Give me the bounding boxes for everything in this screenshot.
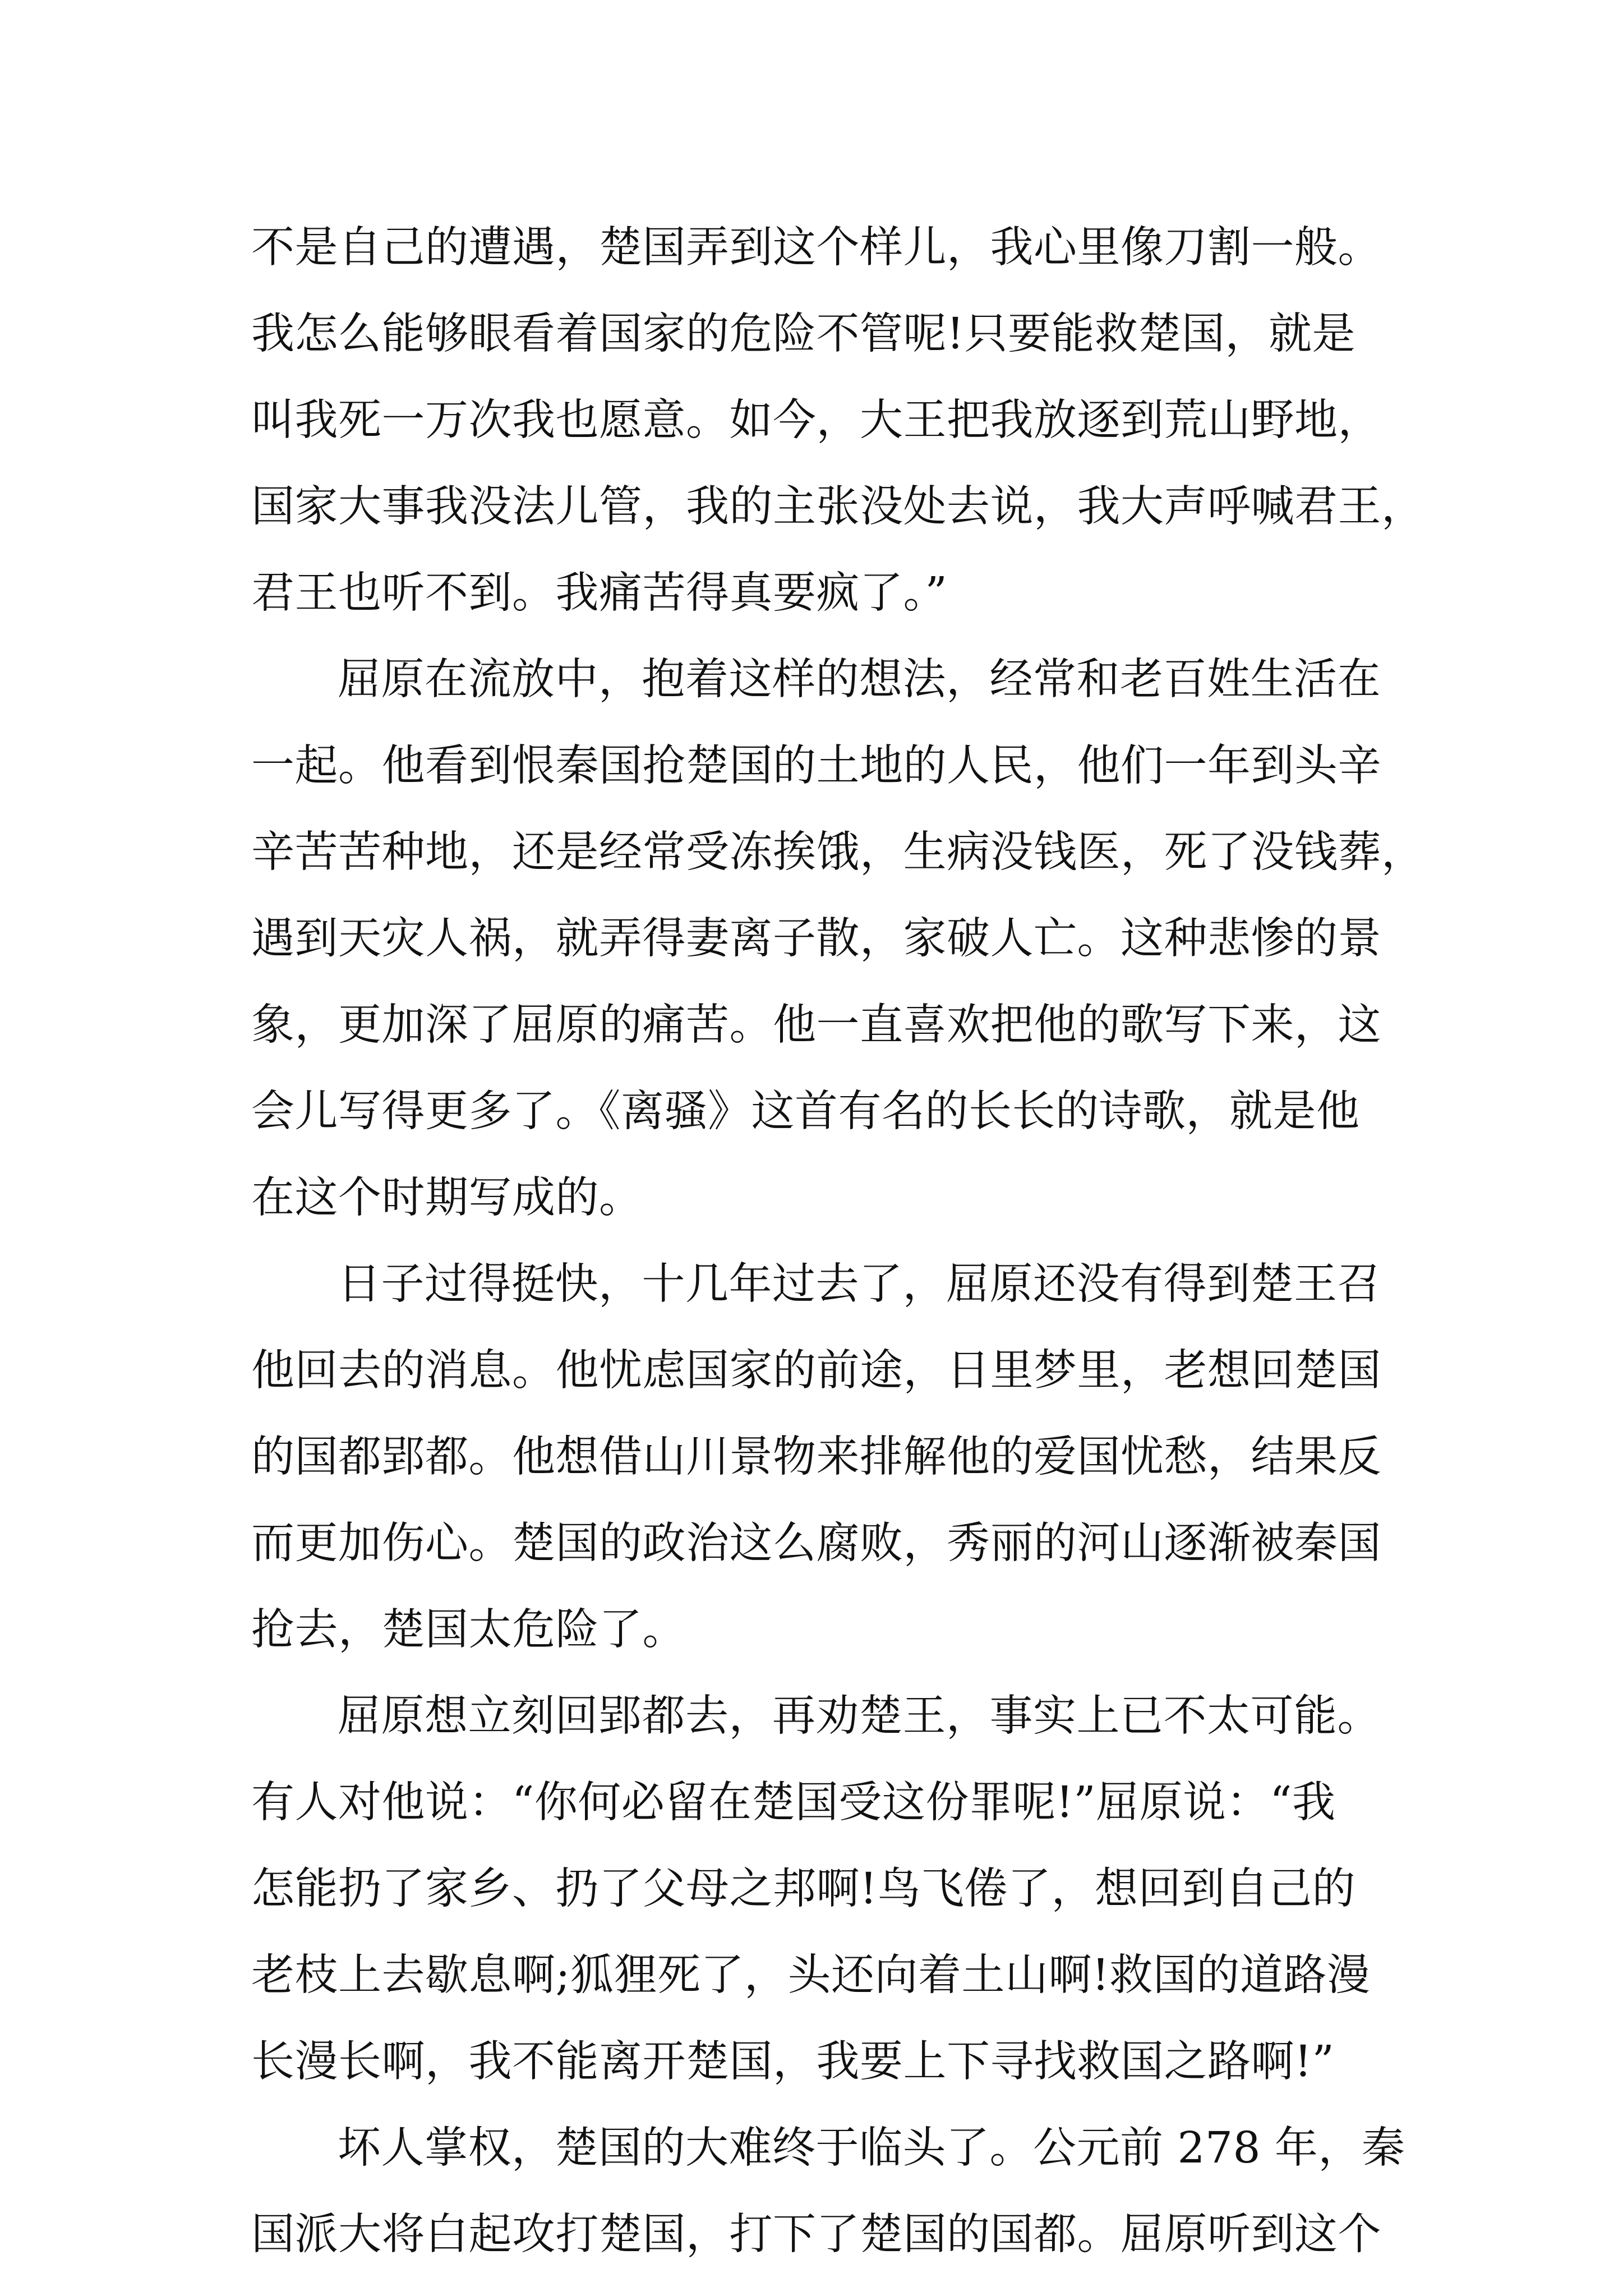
paragraph-first-line: 屈原想立刻回郢都去，再劝楚王，事实上已不太可能。 <box>338 1691 1381 1741</box>
text-line: 国家大事我没法儿管，我的主张没处去说，我大声呼喊君王， <box>251 482 1425 532</box>
text-line: 会儿写得更多了。《离骚》这首有名的长长的诗歌，就是他 <box>251 1087 1360 1137</box>
text-line: 而更加伤心。楚国的政治这么腐败，秀丽的河山逐渐被秦国 <box>251 1519 1381 1568</box>
body-text <box>251 205 1425 2278</box>
text-line: 君王也听不到。我痛苦得真要疯了。” <box>251 568 948 618</box>
text-line: 叫我死一万次我也愿意。如今，大王把我放逐到荒山野地， <box>251 395 1381 445</box>
text-line: 在这个时期写成的。 <box>251 1173 643 1223</box>
text-line: 的国都郢都。他想借山川景物来排解他的爱国忧愁，结果反 <box>251 1432 1381 1482</box>
text-line: 不是自己的遭遇，楚国弄到这个样儿，我心里像刀割一般。 <box>251 223 1381 273</box>
paragraph-first-line: 屈原在流放中，抱着这样的想法，经常和老百姓生活在 <box>338 655 1381 705</box>
text-line: 遇到天灾人祸，就弄得妻离子散，家破人亡。这种悲惨的景 <box>251 914 1381 964</box>
paragraph-first-line: 日子过得挺快，十几年过去了，屈原还没有得到楚王召 <box>338 1259 1381 1309</box>
text-line: 怎能扔了家乡、扔了父母之邦啊!鸟飞倦了，想回到自己的 <box>251 1864 1355 1914</box>
text-line: 长漫长啊，我不能离开楚国，我要上下寻找救国之路啊!” <box>251 2037 1335 2087</box>
text-line: 老枝上去歇息啊;狐狸死了，头还向着土山啊!救国的道路漫 <box>251 1950 1371 2000</box>
text-line: 他回去的消息。他忧虑国家的前途，日里梦里，老想回楚国 <box>251 1346 1381 1396</box>
text-line: 辛苦苦种地，还是经常受冻挨饿，生病没钱医，死了没钱葬， <box>251 827 1425 877</box>
text-line: 象，更加深了屈原的痛苦。他一直喜欢把他的歌写下来，这 <box>251 1000 1381 1050</box>
paragraph-first-line: 坏人掌权，楚国的大难终于临头了。公元前 278 年，秦 <box>338 2123 1405 2173</box>
text-line: 国派大将白起攻打楚国，打下了楚国的国都。屈原听到这个 <box>251 2210 1381 2260</box>
text-line: 一起。他看到恨秦国抢楚国的土地的人民，他们一年到头辛 <box>251 741 1381 791</box>
text-line: 我怎么能够眼看着国家的危险不管呢!只要能救楚国，就是 <box>251 309 1355 359</box>
text-line: 抢去，楚国太危险了。 <box>251 1605 686 1655</box>
text-line: 有人对他说：“你何必留在楚国受这份罪呢!”屈原说：“我 <box>251 1778 1336 1828</box>
